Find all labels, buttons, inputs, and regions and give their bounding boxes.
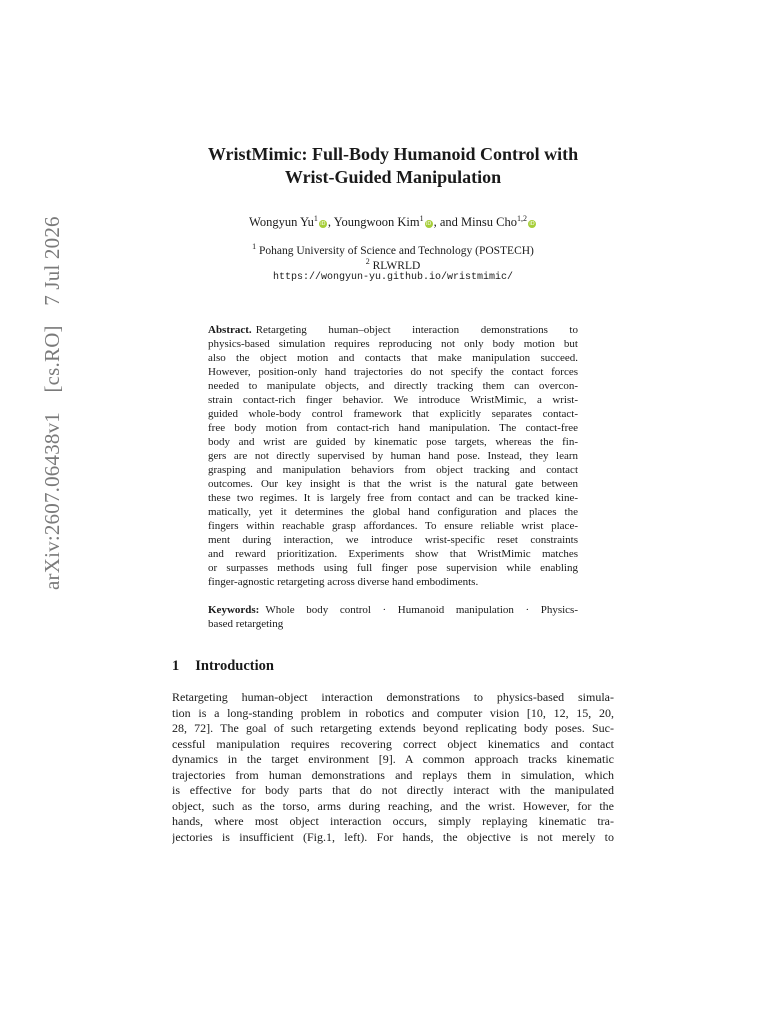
section-number: 1 xyxy=(172,658,180,674)
abstract-line: Retargeting human–object interaction demonstrations to xyxy=(255,324,578,336)
abstract-line: or surpasses methods using full finger pose supervision while enabling xyxy=(208,562,578,574)
intro-line: trajectories from human demonstrations and replays them in simulation, which xyxy=(172,767,614,782)
abstract-line: gers are not directly supervised by human hand pose. Instead, they learn xyxy=(208,450,578,462)
intro-line: cessful manipulation requires recovering correct object kinematics and contact xyxy=(172,736,614,751)
abstract-line: fingers within reachable grasp affordances. To ensure reliable wrist place- xyxy=(208,520,578,532)
abstract-line: needed to manipulate objects, and directly tracking them can overcon- xyxy=(208,380,578,392)
abstract-line: guided whole-body control framework that explicitly separates contact- xyxy=(208,408,578,420)
project-url-link[interactable]: https://wongyun-yu.github.io/wristmimic/ xyxy=(272,272,514,283)
abstract-line: free body motion from contact-rich hand manipulation. The contact-free xyxy=(208,422,578,434)
arxiv-date: 7 Jul 2026 xyxy=(40,216,64,306)
paper-title xyxy=(120,143,666,189)
affiliation-mark: 2 xyxy=(365,257,370,266)
section-title: Introduction xyxy=(195,658,274,674)
intro-line: hands, where most object interaction occurs, simply replaying kinematic tra- xyxy=(172,814,614,828)
arxiv-id: arXiv:2607.06438v1 xyxy=(40,412,64,590)
intro-line: Retargeting human-object interaction demonstrations to physics-based simula- xyxy=(172,690,614,704)
abstract-line: outcomes. Our key insight is that the wrist is the natural gate between xyxy=(208,478,578,490)
abstract-line: matically, yet it determines the global hand configuration and places the xyxy=(208,506,578,518)
intro-line: 28, 72]. The goal of such retargeting extends beyond replicating body poses. Suc- xyxy=(172,721,614,735)
author-conjunction: , and xyxy=(433,215,462,230)
abstract-line: these two regimes. It is largely free from contact and can be tracked kine- xyxy=(208,492,578,504)
author-name: Wongyun Yu xyxy=(249,215,314,230)
arxiv-category: [cs.RO] xyxy=(40,325,64,393)
affiliation-mark: 1 xyxy=(252,242,257,251)
intro-line: dynamics in the target environment [9]. A common approach tracks kinematic xyxy=(172,752,614,766)
intro-line: is effective for body parts that do not directly interact with the manipulated xyxy=(172,783,614,797)
section-heading-introduction xyxy=(172,658,274,675)
author-affiliation-mark: 1 xyxy=(313,214,318,223)
abstract-line: body and wrist are guided by kinematic pose targets, whereas the fin- xyxy=(208,436,578,448)
title-line-2: Wrist-Guided Manipulation xyxy=(284,167,502,187)
abstract-line: grasping and manipulation behaviors from object tracking and contact xyxy=(208,464,578,476)
orcid-icon[interactable]: iD xyxy=(320,221,326,228)
affiliation-1 xyxy=(120,242,666,257)
affiliation-name: RLWRLD xyxy=(372,259,421,272)
author-name: Minsu Cho xyxy=(461,215,517,230)
intro-line: jectories is insufficient (Fig.1, left). For hands, the objective is not merely to xyxy=(172,829,614,844)
keywords-line: Whole body control · Humanoid manipulation · Physics- xyxy=(265,604,578,616)
abstract-label: Abstract. xyxy=(208,324,252,336)
intro-line: object, such as the torso, arms during reaching, and the wrist. However, for the xyxy=(172,798,614,813)
author-affiliation-mark: 1,2 xyxy=(516,214,527,223)
abstract-line: However, position-only hand trajectories do not specify the contact forces xyxy=(208,366,578,378)
keywords xyxy=(208,603,578,631)
keywords-line: based retargeting xyxy=(208,618,284,630)
intro-line: tion is a long-standing problem in robotics and computer vision [10, 12, 15, 20, xyxy=(172,705,614,720)
orcid-icon[interactable]: iD xyxy=(529,221,535,228)
abstract-line: also the object motion and contacts that make manipulation succeed. xyxy=(208,352,578,364)
affiliation-2 xyxy=(120,257,666,272)
arxiv-identifier-stamp xyxy=(40,202,65,590)
abstract-line: physics-based simulation requires reproducing not only body motion but xyxy=(208,338,578,350)
abstract-line: and reward prioritization. Experiments show that WristMimic matches xyxy=(208,548,578,560)
abstract-line: finger-agnostic retargeting across diverse hand embodiments. xyxy=(208,576,479,588)
author-affiliation-mark: 1 xyxy=(419,214,424,223)
orcid-icon[interactable]: iD xyxy=(425,221,432,228)
abstract-line: ment during interaction, we introduce wrist-specific reset constraints xyxy=(208,534,578,546)
abstract xyxy=(208,323,578,589)
author-list: Wongyun Yu$^1$iD , Youngwoon Kim$^1$iD , and Minsu Cho$^{1,2}$iD xyxy=(249,214,535,230)
author-name: Youngwoon Kim xyxy=(333,215,420,230)
keywords-label: Keywords: xyxy=(208,604,260,616)
affiliation-name: Pohang University of Science and Technology (POSTECH) xyxy=(258,244,534,257)
abstract-line: strain contact-rich finger behavior. We introduce WristMimic, a wrist- xyxy=(208,394,578,406)
introduction-body xyxy=(172,690,614,845)
title-line-1: WristMimic: Full-Body Humanoid Control with xyxy=(207,144,579,164)
